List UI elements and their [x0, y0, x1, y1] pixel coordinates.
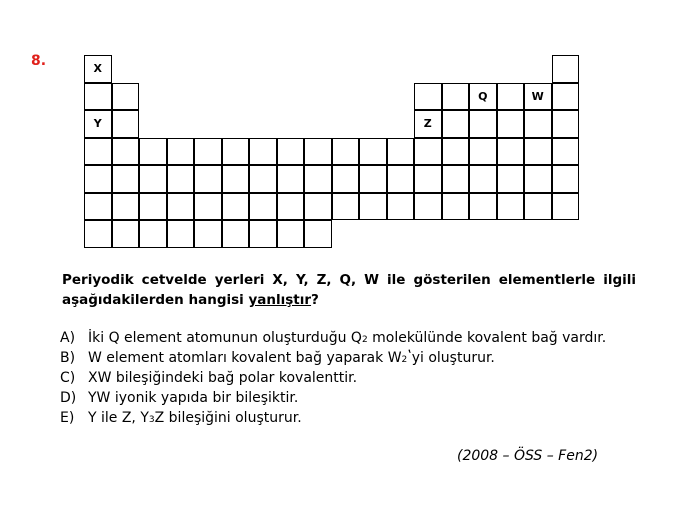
element-cell: [277, 193, 305, 221]
element-cell-labeled: Y: [84, 110, 112, 138]
option-label: D): [60, 390, 77, 406]
element-cell-labeled: X: [84, 55, 112, 83]
element-cell: [222, 193, 250, 221]
element-cell: [167, 138, 195, 166]
element-cell: [387, 138, 415, 166]
element-cell: [442, 83, 470, 111]
element-cell: [139, 193, 167, 221]
element-cell: [84, 138, 112, 166]
element-cell: [249, 165, 277, 193]
element-cell: [112, 110, 140, 138]
element-cell: [277, 138, 305, 166]
element-cell: [414, 165, 442, 193]
element-cell: [552, 165, 580, 193]
element-cell: [304, 165, 332, 193]
element-cell: [524, 193, 552, 221]
element-cell: [304, 193, 332, 221]
element-cell: [222, 220, 250, 248]
element-cell: [84, 165, 112, 193]
option-label: A): [60, 330, 76, 346]
question-number: 8.: [31, 53, 47, 69]
element-cell: [524, 165, 552, 193]
element-cell-labeled: Q: [469, 83, 497, 111]
element-cell: [552, 55, 580, 83]
element-cell: [112, 83, 140, 111]
question-underlined-word: yanlıştır: [248, 292, 312, 308]
question-text: Periyodik cetvelde yerleri X, Y, Z, Q, W ile gösterilen elementlerle ilgili aşağıdakilerden hangisi: [62, 272, 636, 308]
element-cell: [497, 110, 525, 138]
element-cell: [277, 165, 305, 193]
element-cell-labeled: Z: [414, 110, 442, 138]
option-text: YW iyonik yapıda bir bileşiktir.: [88, 390, 299, 406]
element-cell: [332, 193, 360, 221]
element-cell: [84, 83, 112, 111]
element-cell: [194, 165, 222, 193]
option-b[interactable]: [60, 348, 660, 368]
element-cell: [497, 83, 525, 111]
element-cell: [442, 138, 470, 166]
element-cell: [167, 220, 195, 248]
element-cell: [414, 138, 442, 166]
element-cell: [469, 138, 497, 166]
element-cell: [442, 193, 470, 221]
element-cell: [359, 193, 387, 221]
element-cell: [249, 193, 277, 221]
element-cell: [469, 193, 497, 221]
option-text: Y ile Z, Y3Z bileşiğini oluşturur.: [88, 410, 302, 426]
element-cell: [387, 193, 415, 221]
element-cell: [332, 165, 360, 193]
element-cell: [524, 138, 552, 166]
element-cell: [139, 138, 167, 166]
option-label: B): [60, 350, 76, 366]
question-stem: [62, 270, 636, 310]
option-e[interactable]: [60, 408, 660, 428]
element-cell: [84, 220, 112, 248]
element-cell: [139, 220, 167, 248]
element-cell: [112, 220, 140, 248]
element-cell: [84, 193, 112, 221]
element-cell: [112, 165, 140, 193]
element-cell: [497, 165, 525, 193]
answer-options: [60, 328, 660, 428]
element-cell: [442, 165, 470, 193]
option-label: C): [60, 370, 76, 386]
element-cell: [414, 83, 442, 111]
option-label: E): [60, 410, 75, 426]
element-cell: [222, 138, 250, 166]
element-cell: [359, 165, 387, 193]
element-cell: [524, 110, 552, 138]
element-cell: [194, 193, 222, 221]
element-cell: [112, 193, 140, 221]
element-cell: [497, 193, 525, 221]
element-cell: [387, 165, 415, 193]
element-cell: [249, 138, 277, 166]
exam-source: (2008 – ÖSS – Fen2): [457, 448, 599, 464]
option-text: XW bileşiğindeki bağ polar kovalenttir.: [88, 370, 358, 386]
element-cell: [167, 165, 195, 193]
option-text: İki Q element atomunun oluşturduğu Q2 molekülünde kovalent bağ vardır.: [88, 330, 607, 346]
element-cell: [359, 138, 387, 166]
element-cell: [442, 110, 470, 138]
element-cell: [304, 220, 332, 248]
option-c[interactable]: [60, 368, 660, 388]
element-cell: [139, 165, 167, 193]
option-text: W element atomları kovalent bağ yaparak W2ʽyi oluşturur.: [88, 350, 495, 366]
element-cell: [552, 138, 580, 166]
element-cell: [552, 110, 580, 138]
element-cell: [304, 138, 332, 166]
element-cell: [194, 220, 222, 248]
element-cell: [112, 138, 140, 166]
element-cell: [167, 193, 195, 221]
element-cell: [222, 165, 250, 193]
element-cell-labeled: W: [524, 83, 552, 111]
element-cell: [552, 83, 580, 111]
element-cell: [469, 165, 497, 193]
element-cell: [497, 138, 525, 166]
element-cell: [332, 138, 360, 166]
option-a[interactable]: [60, 328, 660, 348]
element-cell: [249, 220, 277, 248]
element-cell: [414, 193, 442, 221]
option-d[interactable]: [60, 388, 660, 408]
element-cell: [552, 193, 580, 221]
element-cell: [194, 138, 222, 166]
element-cell: [469, 110, 497, 138]
question-mark: ?: [311, 292, 319, 308]
element-cell: [277, 220, 305, 248]
